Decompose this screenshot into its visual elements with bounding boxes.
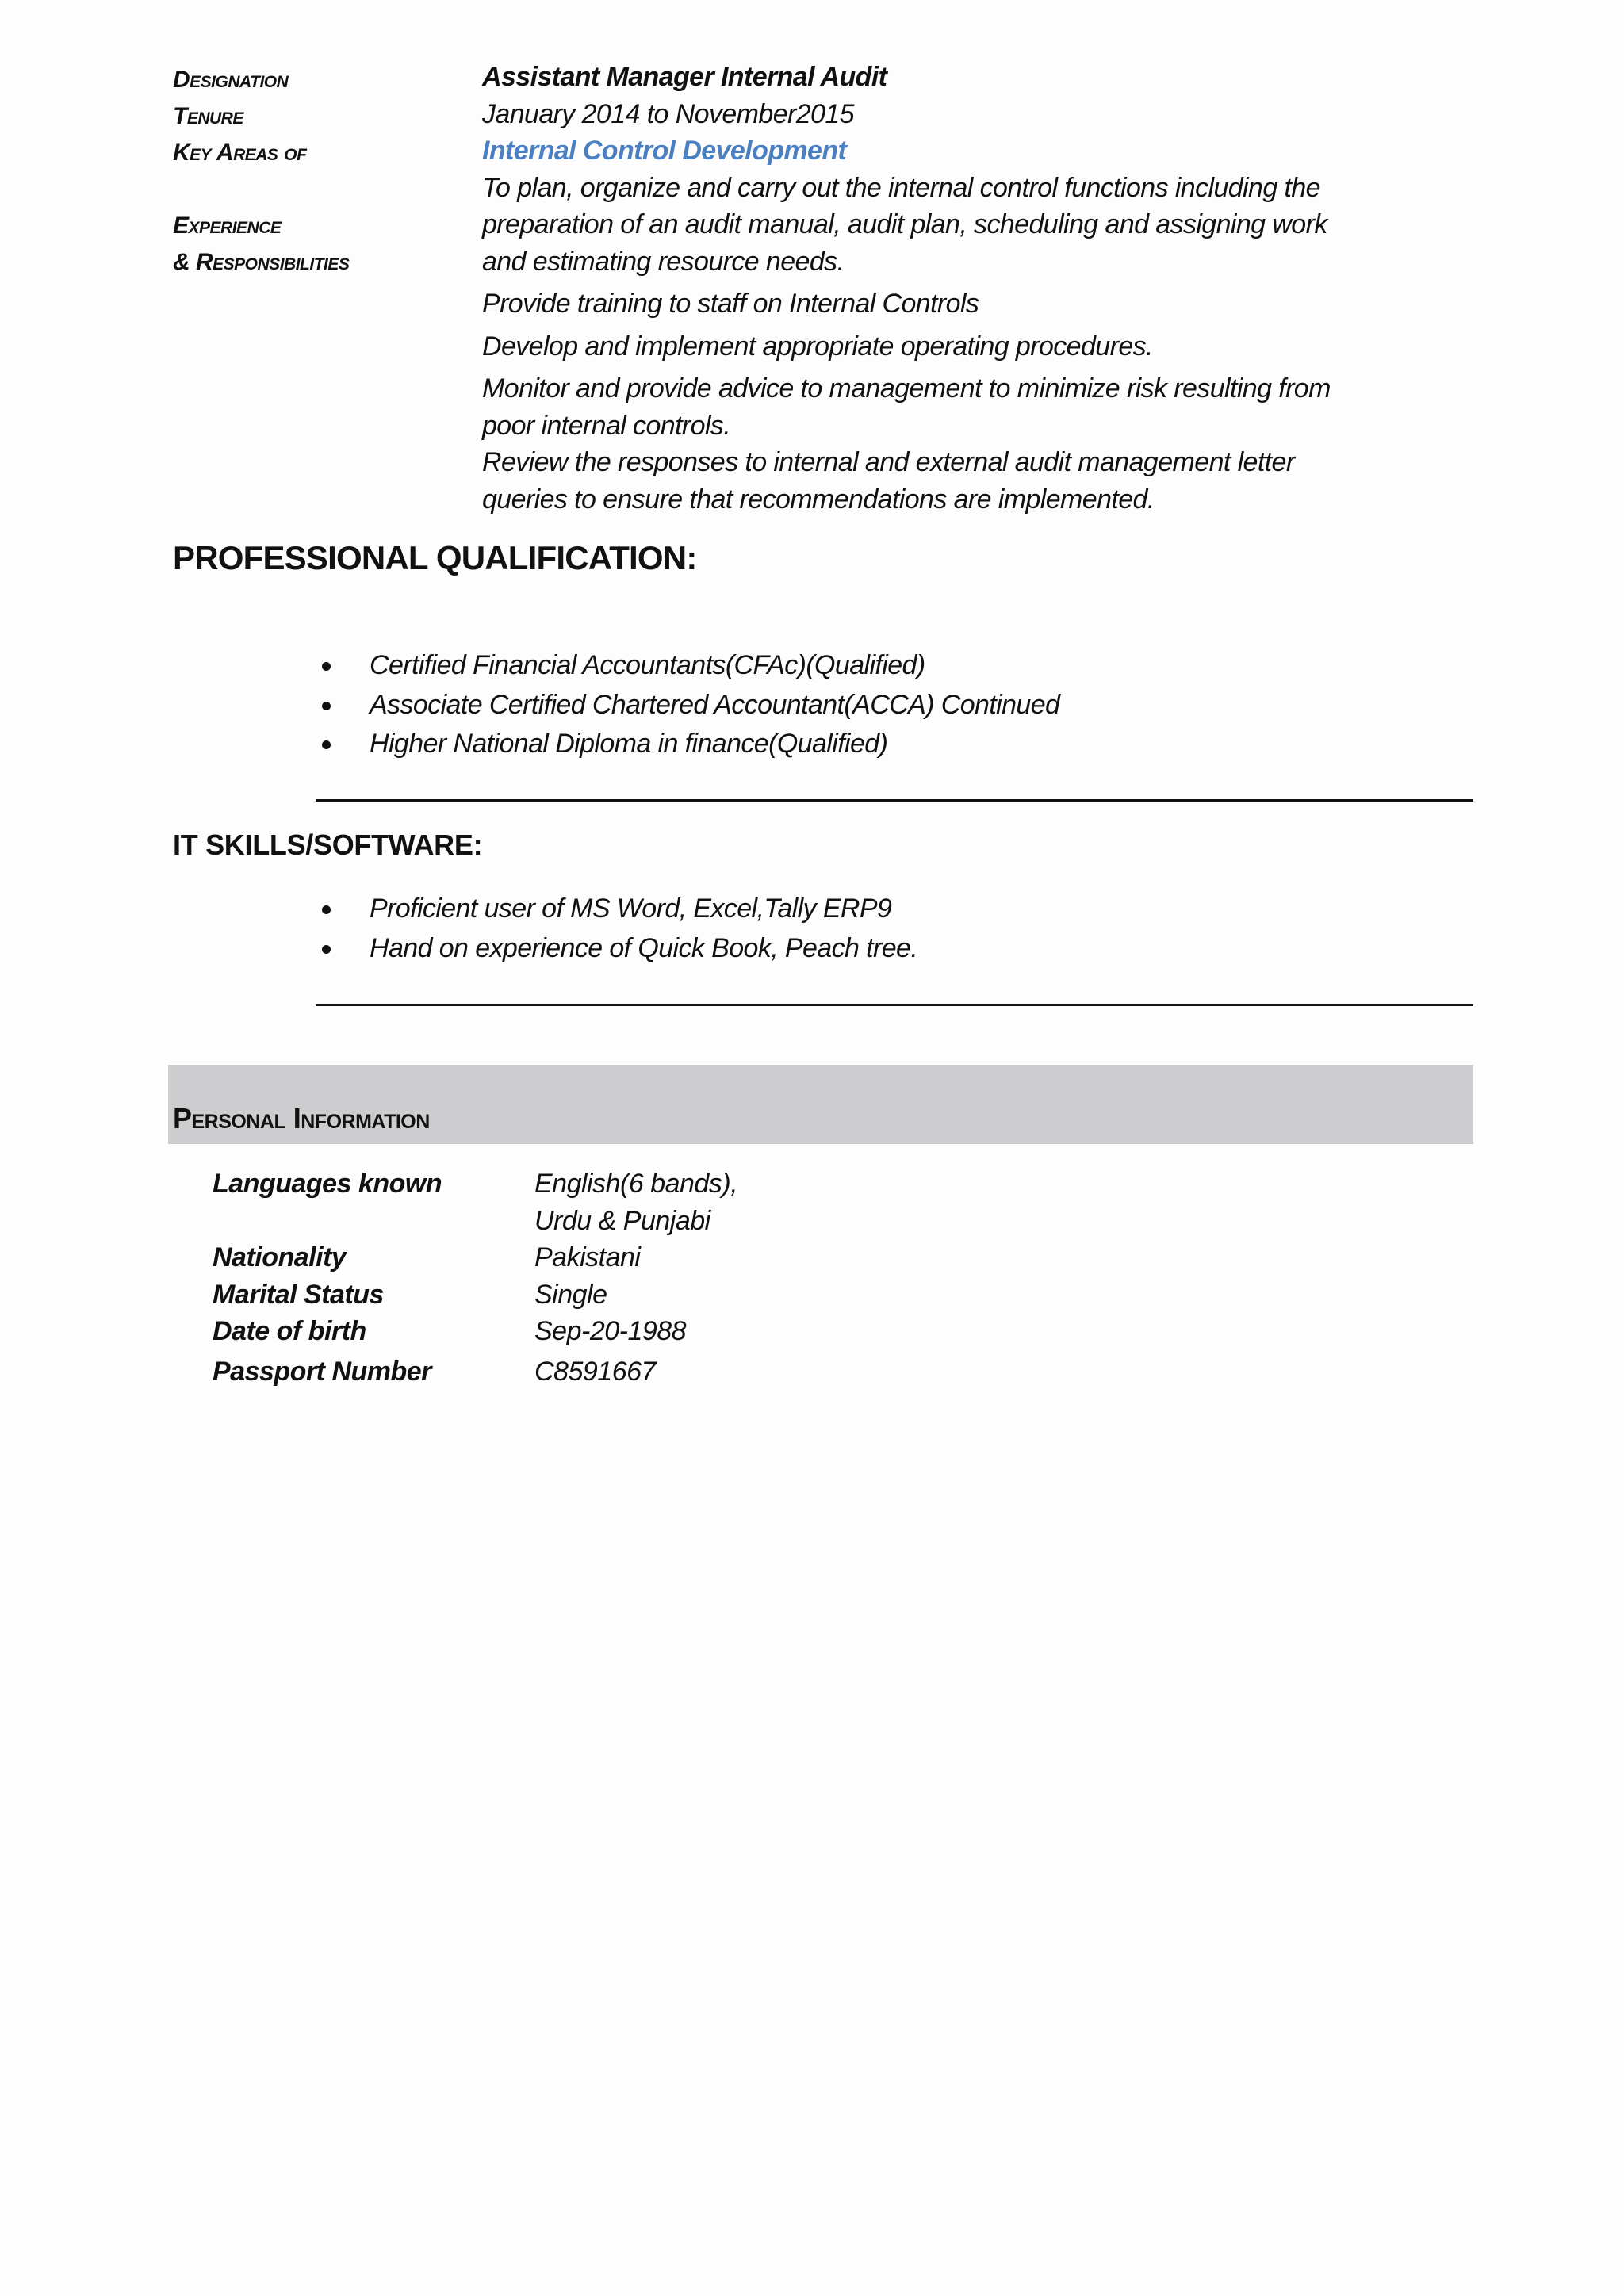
list-item: Higher National Diploma in finance(Qualified) (317, 725, 1059, 764)
passport-number-value: C8591667 (534, 1356, 656, 1387)
passport-number-label: Passport Number (213, 1356, 431, 1387)
bullet-icon (322, 702, 331, 710)
list-item: Hand on experience of Quick Book, Peach tree. (317, 929, 917, 969)
duty-line: To plan, organize and carry out the internal control functions including the (482, 172, 1320, 203)
key-area-title: Internal Control Development (482, 136, 847, 166)
designation-value: Assistant Manager Internal Audit (482, 62, 887, 92)
duty-line: Review the responses to internal and external audit management letter (482, 447, 1295, 477)
nationality-label: Nationality (213, 1242, 347, 1272)
languages-value: Urdu & Punjabi (534, 1205, 710, 1236)
bullet-icon (322, 740, 331, 749)
list-item: Certified Financial Accountants(CFAc)(Qualified) (317, 646, 1059, 686)
designation-label: Designation (173, 67, 289, 93)
qualification-list (317, 646, 1059, 764)
duty-line: preparation of an audit manual, audit plan, scheduling and assigning work (482, 209, 1327, 239)
experience-details (482, 59, 1434, 518)
experience-labels (173, 62, 458, 281)
duty-line: and estimating resource needs. (482, 246, 845, 277)
duty-line: Monitor and provide advice to management to minimize risk resulting from (482, 373, 1331, 404)
it-skills-heading: IT SKILLS/SOFTWARE: (173, 828, 483, 861)
section-divider (316, 799, 1473, 802)
responsibilities-label: & Responsibilities (173, 249, 350, 275)
duty-line: poor internal controls. (482, 410, 731, 441)
experience-label: Experience (173, 212, 282, 239)
personal-information-header (168, 1065, 1473, 1144)
tenure-value: January 2014 to November2015 (482, 98, 854, 129)
bullet-icon (322, 905, 331, 914)
list-item: Proficient user of MS Word, Excel,Tally ERP9 (317, 890, 917, 929)
languages-label: Languages known (213, 1169, 442, 1199)
section-divider (316, 1004, 1473, 1006)
it-skills-list (317, 890, 917, 968)
languages-value: English(6 bands), (534, 1169, 738, 1199)
bullet-icon (322, 945, 331, 954)
nationality-value: Pakistani (534, 1242, 641, 1272)
tenure-label: Tenure (173, 103, 243, 129)
duty-line: queries to ensure that recommendations are implemented. (482, 484, 1155, 515)
bullet-icon (322, 662, 331, 671)
duty-line: Develop and implement appropriate operating procedures. (482, 331, 1153, 362)
date-of-birth-label: Date of birth (213, 1316, 366, 1346)
marital-status-value: Single (534, 1279, 607, 1310)
duty-line: Provide training to staff on Internal Controls (482, 289, 979, 319)
date-of-birth-value: Sep-20-1988 (534, 1316, 687, 1346)
list-item: Associate Certified Chartered Accountant(ACCA) Continued (317, 686, 1059, 725)
marital-status-label: Marital Status (213, 1279, 384, 1310)
professional-qualification-heading: PROFESSIONAL QUALIFICATION: (173, 539, 697, 576)
key-areas-label: Key Areas of (173, 140, 307, 166)
personal-information-heading: Personal Information (173, 1102, 430, 1135)
